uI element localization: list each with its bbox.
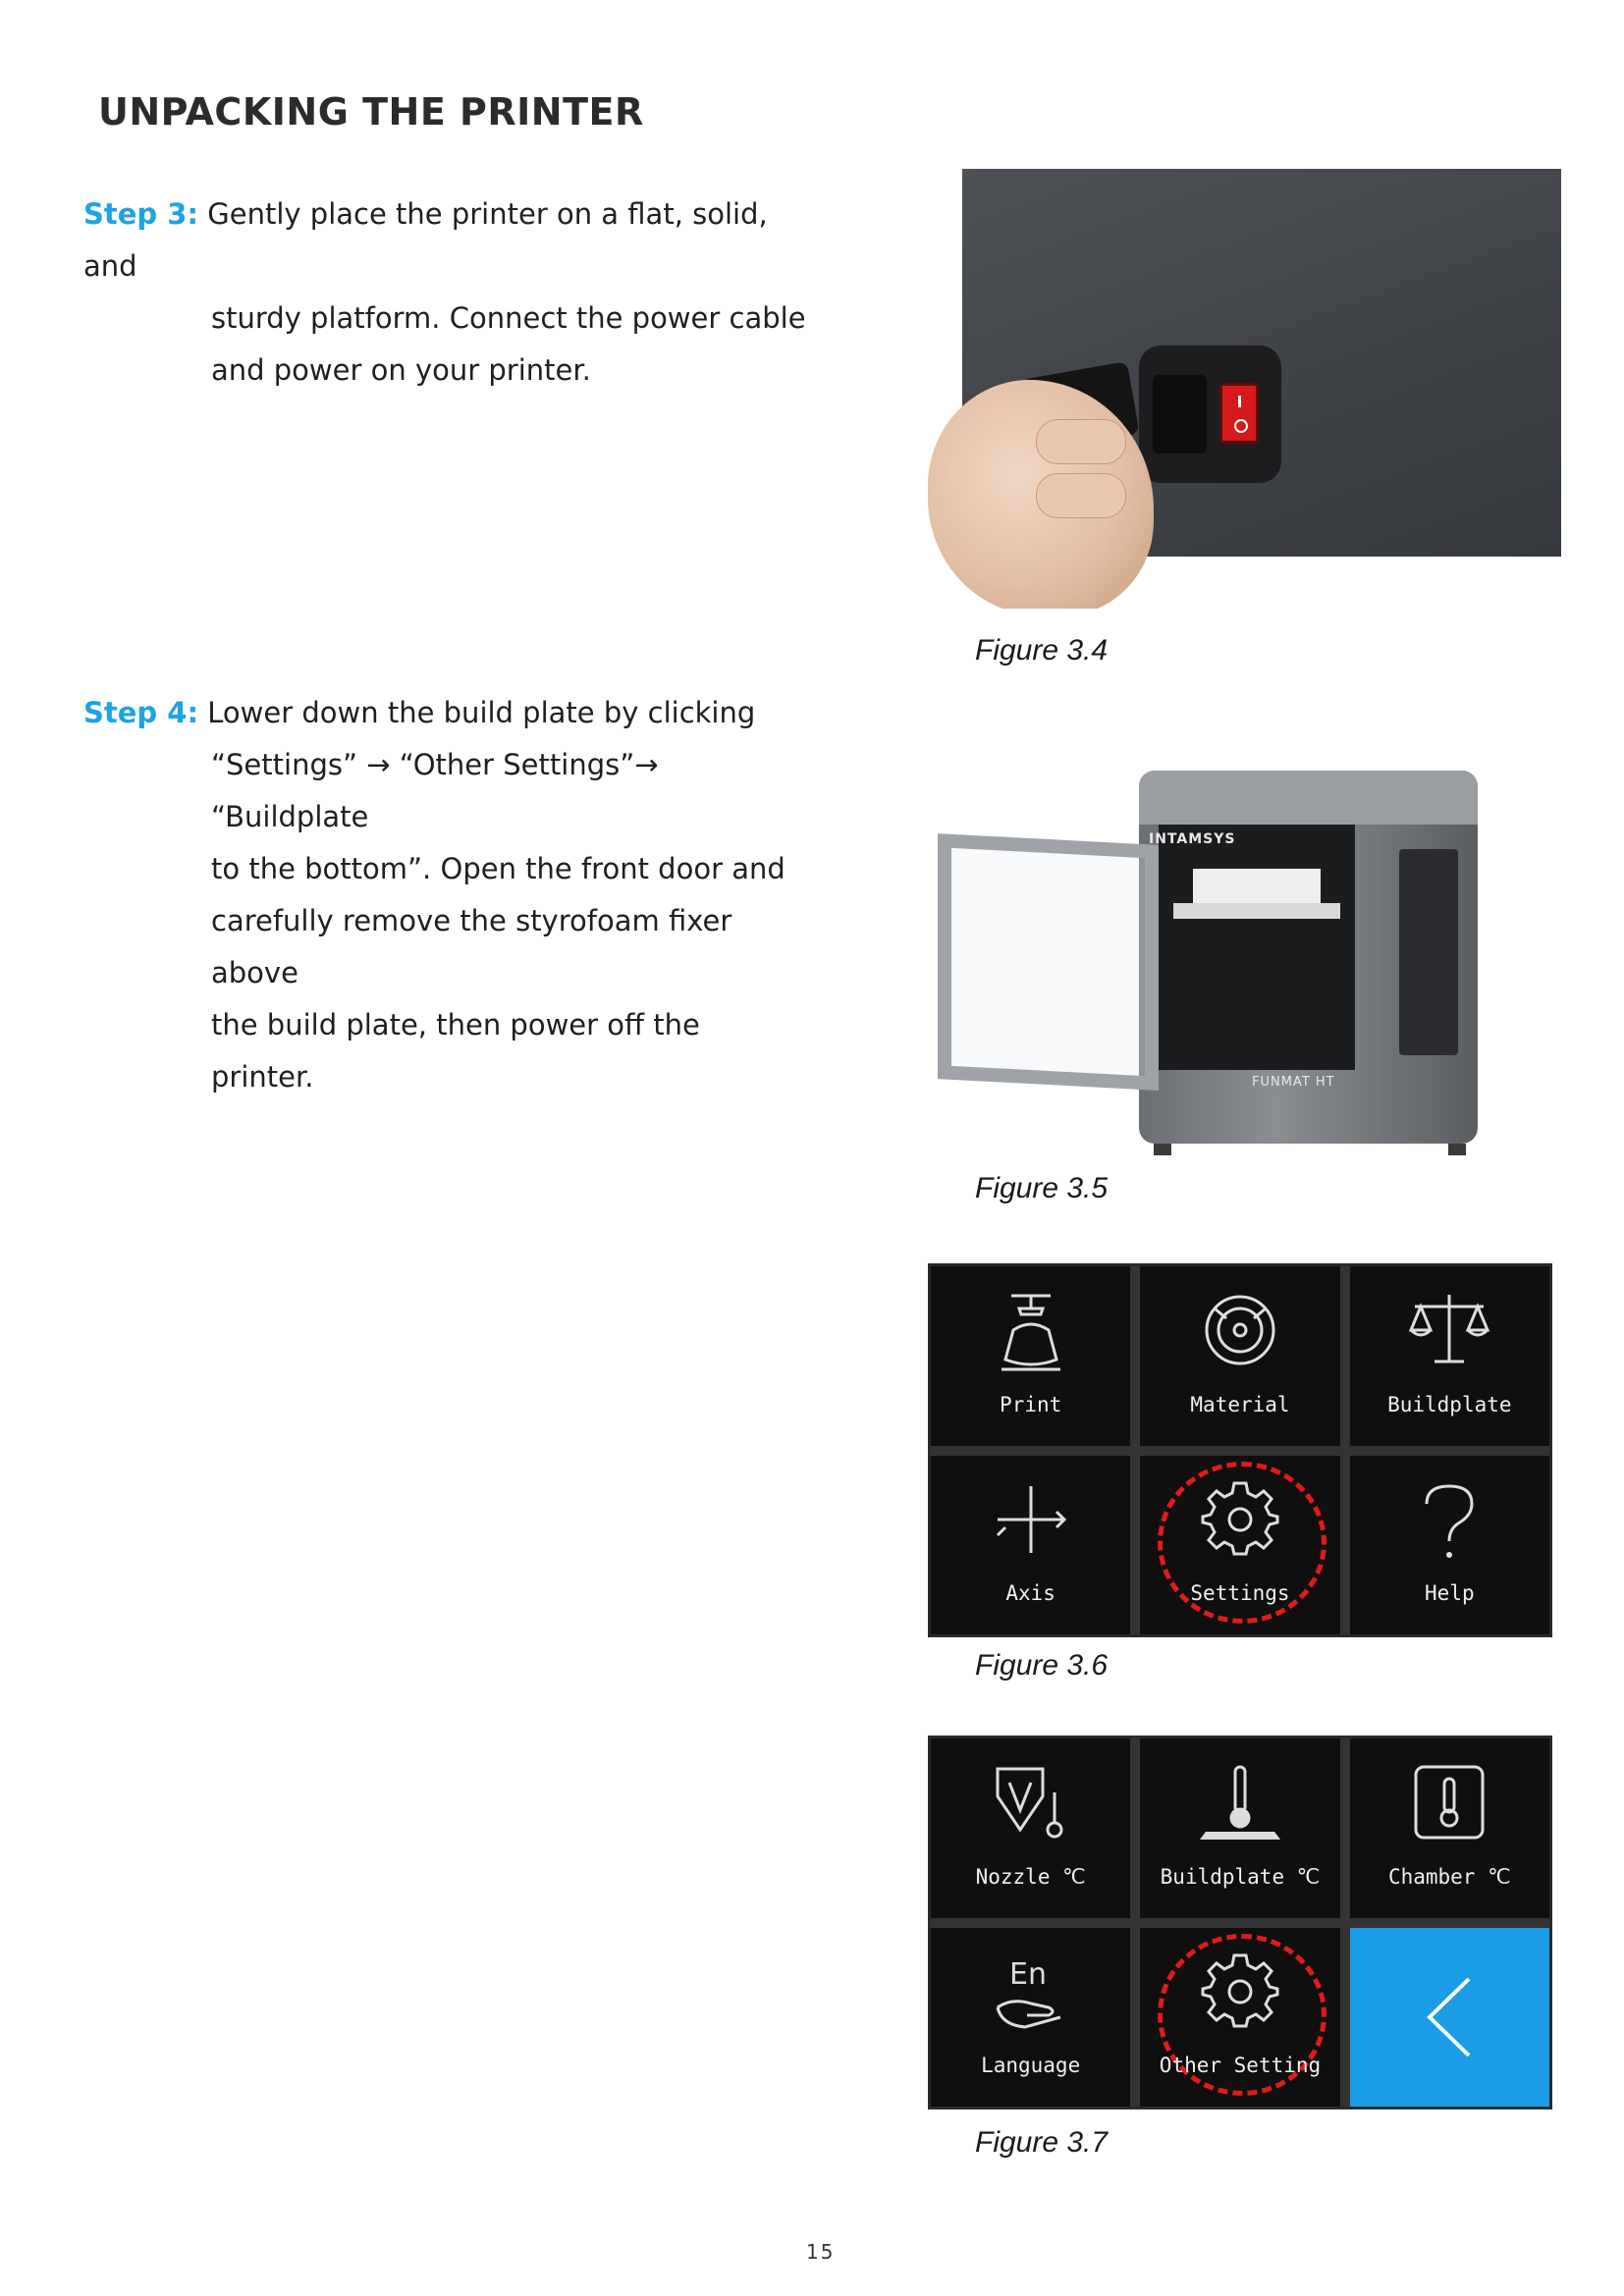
figure-3-6-caption: Figure 3.6	[975, 1649, 1109, 1682]
step-3-line: sturdy platform. Connect the power cable	[211, 301, 806, 335]
page-title: UNPACKING THE PRINTER	[98, 90, 644, 133]
step-4-line: the build plate, then power off the printer.	[211, 1008, 700, 1094]
step-4-first-line: Lower down the build plate by clicking	[207, 696, 756, 729]
styrofoam-fixer	[1193, 869, 1321, 903]
axis-icon	[992, 1480, 1070, 1559]
figure-3-4-caption: Figure 3.4	[975, 634, 1109, 667]
tile-language-label: Language	[981, 2054, 1081, 2077]
tile-nozzle[interactable]	[931, 1738, 1130, 1918]
printer-top	[1139, 771, 1478, 825]
printer-foot	[1154, 1144, 1171, 1155]
printer-side-window	[1399, 849, 1458, 1055]
step-4-label: Step 4:	[83, 696, 199, 729]
tile-other-setting[interactable]	[1140, 1928, 1339, 2108]
tile-chamber[interactable]	[1350, 1738, 1549, 1918]
tile-back[interactable]	[1350, 1928, 1549, 2108]
chamber-thermometer-icon	[1410, 1763, 1489, 1842]
material-icon	[1201, 1291, 1279, 1369]
printer-cavity	[1159, 825, 1355, 1070]
tile-buildplate-temp[interactable]	[1140, 1738, 1339, 1918]
tile-axis[interactable]	[931, 1456, 1130, 1635]
printer-model: FUNMAT HT	[1252, 1075, 1335, 1090]
tile-other-setting-label: Other Setting	[1159, 2054, 1322, 2077]
tile-nozzle-label: Nozzle ℃	[975, 1864, 1086, 1889]
tile-settings[interactable]	[1140, 1456, 1339, 1635]
print-icon	[992, 1291, 1070, 1379]
tile-buildplate-temp-label: Buildplate ℃	[1160, 1864, 1321, 1889]
figure-3-5-printer-photo	[938, 761, 1483, 1163]
step-3-first-line: Gently place the printer on a flat, solid, and	[83, 197, 768, 283]
power-switch-icon	[1219, 383, 1259, 444]
tile-buildplate-label: Buildplate	[1387, 1392, 1512, 1416]
step-4-line: “Settings” → “Other Settings”→ “Buildplate	[211, 748, 659, 833]
power-socket	[1139, 346, 1281, 483]
tile-help[interactable]	[1350, 1456, 1549, 1635]
step-3-line: and power on your printer.	[211, 353, 591, 387]
tile-print-label: Print	[1000, 1392, 1062, 1416]
printer-front-door	[938, 833, 1159, 1091]
figure-3-4-power-cable-photo	[928, 169, 1561, 609]
tile-print[interactable]	[931, 1266, 1130, 1446]
language-icon-text: En	[1008, 1956, 1047, 1992]
tile-help-label: Help	[1425, 1581, 1475, 1605]
step-4	[83, 687, 810, 1103]
tile-language[interactable]	[931, 1928, 1130, 2108]
tile-material-label: Material	[1190, 1392, 1290, 1416]
buildplate-thermometer-icon	[1196, 1763, 1284, 1842]
nozzle-thermometer-icon	[992, 1763, 1070, 1842]
printer-foot	[1448, 1144, 1466, 1155]
step-3-label: Step 3:	[83, 197, 199, 231]
language-icon	[992, 1952, 1070, 2036]
tile-chamber-label: Chamber ℃	[1387, 1864, 1511, 1889]
power-inlet	[1153, 375, 1207, 454]
back-arrow-icon	[1420, 1973, 1479, 2061]
step-4-line: to the bottom”. Open the front door and	[211, 852, 785, 885]
tile-settings-label: Settings	[1190, 1581, 1290, 1605]
figure-3-7-settings-screen	[928, 1735, 1552, 2109]
figure-3-7-caption: Figure 3.7	[975, 2126, 1109, 2159]
page-number: 15	[806, 2240, 836, 2264]
tile-buildplate[interactable]	[1350, 1266, 1549, 1446]
tile-axis-label: Axis	[1005, 1581, 1056, 1605]
step-3	[83, 188, 810, 397]
figure-3-5-caption: Figure 3.5	[975, 1172, 1109, 1204]
balance-scale-icon	[1405, 1291, 1493, 1369]
step-4-line: carefully remove the styrofoam fixer above	[211, 904, 732, 989]
tile-material[interactable]	[1140, 1266, 1339, 1446]
question-icon	[1415, 1480, 1484, 1564]
printer-brand: INTAMSYS	[1149, 831, 1236, 847]
build-plate	[1173, 903, 1340, 919]
figure-3-6-main-menu-screen	[928, 1263, 1552, 1637]
